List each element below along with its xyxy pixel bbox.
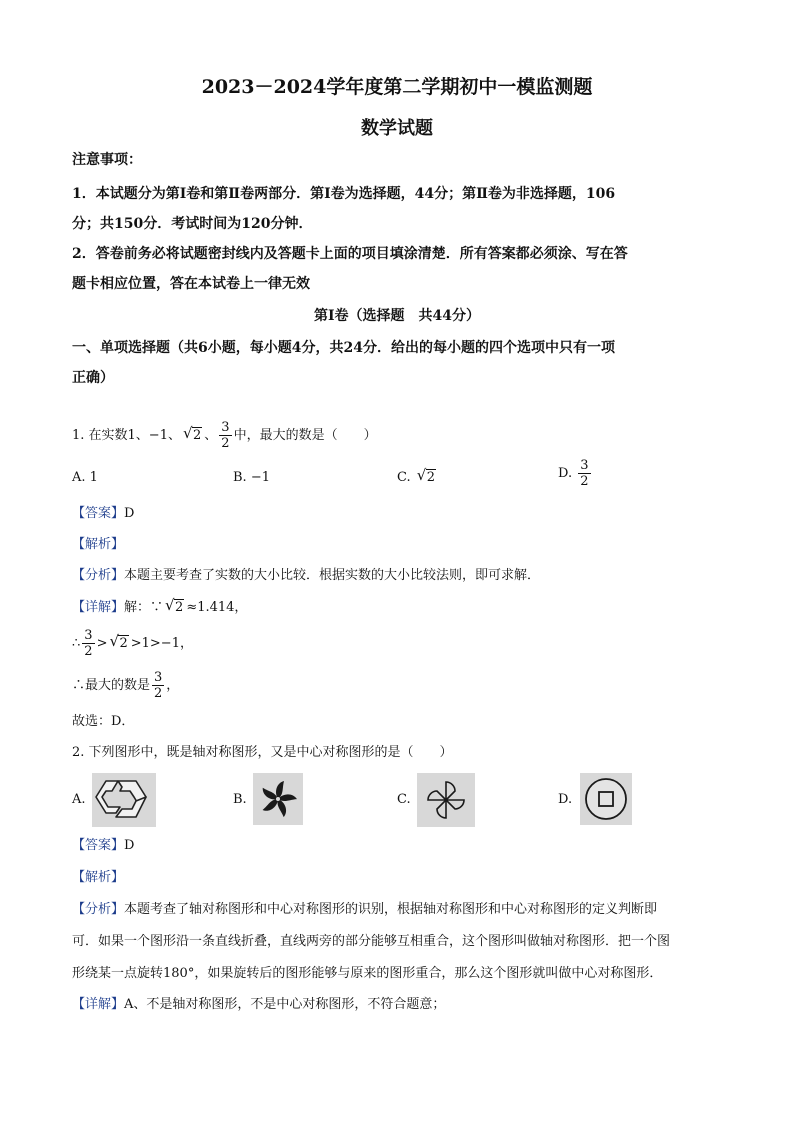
q1-step3: ∴最大的数是 $\frac{3}{2}$ ， xyxy=(72,670,180,701)
q1-answer: 【答案】D xyxy=(72,506,135,521)
q2-figure-b[interactable] xyxy=(253,773,303,825)
notice-item2-line1: 2．答卷前务必将试题密封线内及答题卡上面的项目填涂清楚．所有答案都必须涂、写在答 xyxy=(72,246,628,262)
q2-figure-c[interactable] xyxy=(417,773,475,827)
volume-title: 第Ⅰ卷（选择题 共44分） xyxy=(313,308,481,324)
q1-stem-suffix: 中，最大的数是（ ） xyxy=(233,428,377,443)
triangle-arrows-icon xyxy=(92,773,156,827)
q2-option-d-label[interactable]: D. xyxy=(558,792,573,807)
q2-figure-a[interactable] xyxy=(92,773,156,827)
sqrt-sign-icon: √ xyxy=(182,424,193,442)
part-heading-line1: 一、单项选择题（共6小题，每小题4分，共24分．给出的每小题的四个选项中只有一项 xyxy=(72,340,615,356)
q1-option-a[interactable]: A. 1 xyxy=(72,470,98,485)
q1-fenxi: 【分析】本题主要考查了实数的大小比较．根据实数的大小比较法则，即可求解． xyxy=(72,568,541,583)
q1-option-d[interactable]: D. $\frac{3}{2}$ xyxy=(558,458,589,489)
q1-analysis-label: 【解析】 xyxy=(72,537,125,552)
q2-fenxi-line1: 【分析】本题考查了轴对称图形和中心对称图形的识别，根据轴对称图形和中心对称图形的定义判断即 xyxy=(72,902,658,917)
part-heading-line2: 正确） xyxy=(72,370,114,386)
q1-fraction: $\frac{3}{2}$ xyxy=(221,420,230,451)
q2-option-a-label[interactable]: A. xyxy=(72,792,86,807)
q2-option-b-label[interactable]: B. xyxy=(233,792,247,807)
q1-sqrt: √ 2 xyxy=(182,424,202,443)
sqrt-sign-icon: √ xyxy=(109,632,120,650)
q2-option-c-label[interactable]: C. xyxy=(397,792,411,807)
q1-detail: 【详解】解：∵ √ 2 ≈1.414， xyxy=(72,596,248,615)
q2-stem: 2. 下列图形中，既是轴对称图形，又是中心对称图形的是（ ） xyxy=(72,745,453,760)
exam-title: 2023－2024学年度第二学期初中一模监测题 xyxy=(201,76,593,98)
q2-answer: 【答案】D xyxy=(72,838,135,853)
five-petal-flower-icon xyxy=(253,773,303,825)
q1-stem-prefix: 1. 在实数1、−1、 xyxy=(72,428,181,443)
notice-heading: 注意事项： xyxy=(72,152,142,168)
q2-analysis-label: 【解析】 xyxy=(72,870,125,885)
notice-item1-line1: 1．本试题分为第Ⅰ卷和第Ⅱ卷两部分．第Ⅰ卷为选择题，44分；第Ⅱ卷为非选择题，106 xyxy=(72,186,616,202)
notice-item2-line2: 题卡相应位置，答在本试卷上一律无效 xyxy=(72,276,310,292)
pinwheel-icon xyxy=(417,773,475,827)
notice-item1-line2: 分；共150分．考试时间为120分钟． xyxy=(72,216,313,232)
q1-stem: 1. 在实数1、−1、 √ 2 、 $\frac{3}{2}$ 中，最大的数是（ ） xyxy=(72,420,377,451)
sqrt-sign-icon: √ xyxy=(416,466,427,484)
q2-figure-d[interactable] xyxy=(580,773,632,825)
q1-step2: ∴ $\frac{3}{2}$ > √ 2 >1>−1， xyxy=(72,626,726,662)
square-hole-coin-icon xyxy=(580,773,632,825)
q1-option-b[interactable]: B. −1 xyxy=(233,470,270,485)
q1-option-c[interactable]: C. √ 2 xyxy=(397,466,436,485)
q2-fenxi-line3: 形绕某一点旋转180°，如果旋转后的图形能够与原来的图形重合，那么这个图形就叫做中心对称图形． xyxy=(72,966,663,981)
q2-detail: 【详解】A、不是轴对称图形，不是中心对称图形，不符合题意； xyxy=(72,997,446,1012)
exam-subtitle: 数学试题 xyxy=(361,118,433,139)
sqrt-sign-icon: √ xyxy=(165,596,175,614)
q2-fenxi-line2: 可．如果一个图形沿一条直线折叠，直线两旁的部分能够互相重合，这个图形叫做轴对称图形．把一个图 xyxy=(72,934,671,949)
q1-conclusion: 故选：D． xyxy=(72,714,135,729)
